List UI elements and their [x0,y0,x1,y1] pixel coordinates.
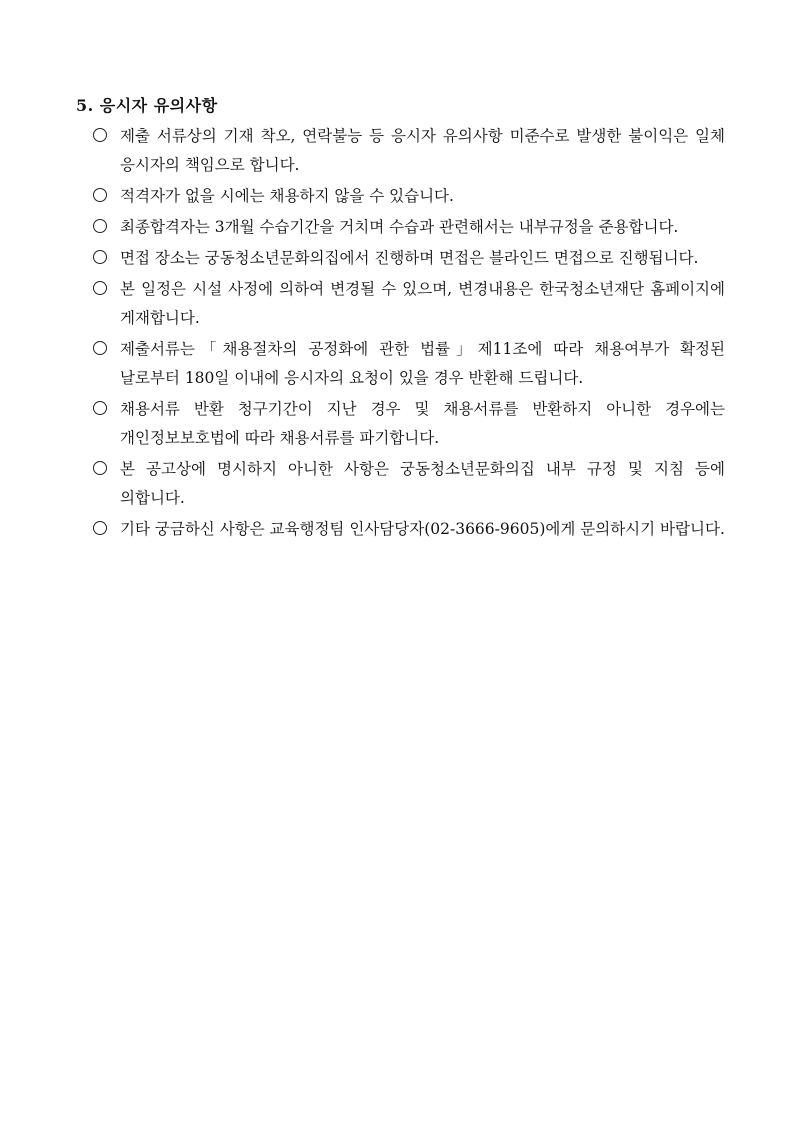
circle-bullet-icon [93,341,107,355]
notice-item [93,455,725,513]
notice-item [93,275,725,333]
notice-text: 적격자가 없을 시에는 채용하지 않을 수 있습니다. [120,187,454,205]
circle-bullet-icon [93,461,107,475]
notice-item [93,335,725,393]
notice-text: 제출서류는「채용절차의 공정화에 관한 법률」제11조에 따라 채용여부가 확정된 날로부터 180일 이내에 응시자의 요청이 있을 경우 반환해 드립니다. [120,340,725,387]
notice-item [93,182,725,211]
circle-bullet-icon [93,250,107,264]
notice-item [93,244,725,273]
notice-item [93,122,725,180]
notice-text: 본 일정은 시설 사정에 의하여 변경될 수 있으며, 변경내용은 한국청소년재단 홈페이지에 게재합니다. [120,280,725,327]
notice-text: 기타 궁금하신 사항은 교육행정팀 인사담당자(02-3666-9605)에게 문의하시기 바랍니다. [120,520,725,538]
section-title: 5. 응시자 유의사항 [76,96,218,115]
circle-bullet-icon [93,219,107,233]
circle-bullet-icon [93,401,107,415]
circle-bullet-icon [93,521,107,535]
notice-text: 제출 서류상의 기재 착오, 연락불능 등 응시자 유의사항 미준수로 발생한 불이익은 일체 응시자의 책임으로 합니다. [120,127,725,174]
notice-text: 채용서류 반환 청구기간이 지난 경우 및 채용서류를 반환하지 아니한 경우에는 개인정보보호법에 따라 채용서류를 파기합니다. [120,400,725,447]
notice-list [93,122,725,546]
notice-item [93,395,725,453]
notice-text: 면접 장소는 궁동청소년문화의집에서 진행하며 면접은 블라인드 면접으로 진행됩니다. [120,249,699,267]
notice-item [93,213,725,242]
circle-bullet-icon [93,188,107,202]
circle-bullet-icon [93,281,107,295]
notice-text: 본 공고상에 명시하지 아니한 사항은 궁동청소년문화의집 내부 규정 및 지침 등에 의합니다. [120,460,725,507]
notice-text: 최종합격자는 3개월 수습기간을 거치며 수습과 관련해서는 내부규정을 준용합니다. [120,218,679,236]
notice-item [93,515,725,544]
circle-bullet-icon [93,128,107,142]
